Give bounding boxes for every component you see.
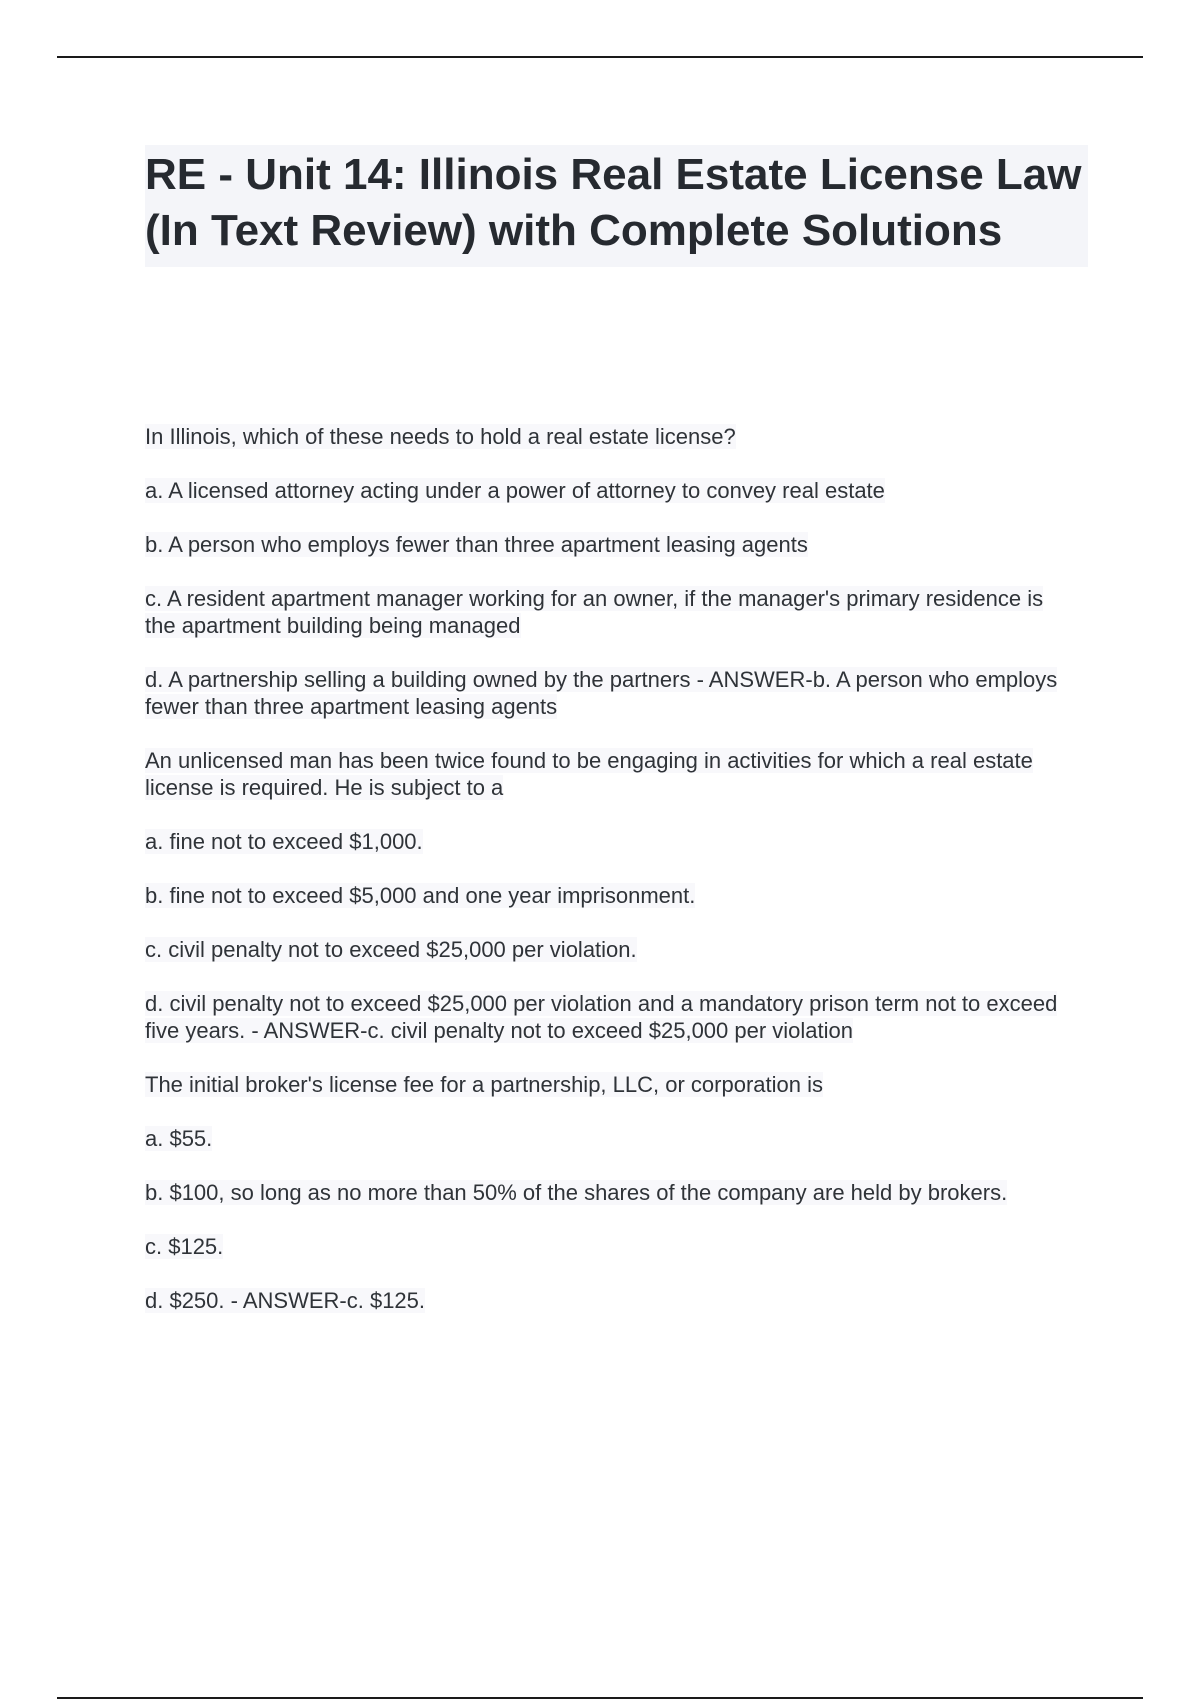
answer-option: c. civil penalty not to exceed $25,000 per violation. <box>145 937 637 962</box>
answer-option: b. fine not to exceed $5,000 and one year imprisonment. <box>145 883 696 908</box>
top-rule <box>57 56 1143 58</box>
answer-option: a. fine not to exceed $1,000. <box>145 829 423 854</box>
answer-option: c. $125. <box>145 1234 224 1259</box>
answer-option-with-key: d. A partnership selling a building owned by the partners - ANSWER-b. A person who employs fewer than three apartment leasing agents <box>145 667 1058 719</box>
document-title: RE - Unit 14: Illinois Real Estate License Law (In Text Review) with Complete Solutions <box>145 145 1088 267</box>
answer-option: b. $100, so long as no more than 50% of the shares of the company are held by brokers. <box>145 1180 1008 1205</box>
answer-option-with-key: d. $250. - ANSWER-c. $125. <box>145 1288 426 1313</box>
question-list <box>145 423 1070 1341</box>
answer-option: a. A licensed attorney acting under a power of attorney to convey real estate <box>145 478 885 503</box>
answer-option: a. $55. <box>145 1126 213 1151</box>
answer-option: c. A resident apartment manager working for an owner, if the manager's primary residence is the apartment building being managed <box>145 586 1044 638</box>
question-prompt: In Illinois, which of these needs to hold a real estate license? <box>145 424 736 449</box>
question-prompt: The initial broker's license fee for a partnership, LLC, or corporation is <box>145 1072 823 1097</box>
answer-option: b. A person who employs fewer than three apartment leasing agents <box>145 532 808 557</box>
answer-option-with-key: d. civil penalty not to exceed $25,000 per violation and a mandatory prison term not to exceed five years. - ANSWER-c. civil penalty not to exceed $25,000 per violation <box>145 991 1058 1043</box>
question-prompt: An unlicensed man has been twice found to be engaging in activities for which a real estate license is required. He is subject to a <box>145 748 1033 800</box>
bottom-rule <box>57 1697 1143 1699</box>
